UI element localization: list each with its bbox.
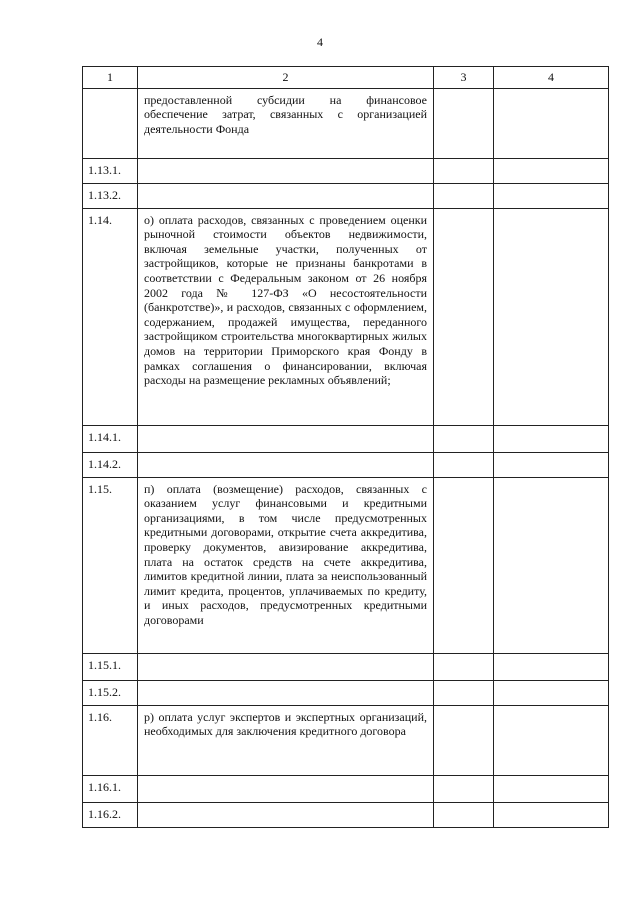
row-number: 1.14.1. xyxy=(83,425,138,452)
row-cell-4 xyxy=(494,477,609,653)
row-cell-3 xyxy=(434,705,494,775)
row-cell-4 xyxy=(494,802,609,827)
row-text xyxy=(138,183,434,208)
row-text: п) оплата (возмещение) расходов, связанных с оказанием услуг финансовыми и кредитными организациями, в том числе предусмотренных кредитными договорами, открытие счета аккредитива, проверку документов, авизирование аккредитива, плата на остаток средств на счете аккредитива, лимитов кредитной линии, плата за неиспользованный лимит кредита, процентов, уплачиваемых по кредиту, и иных расходов, предусмотренных кредитными договорами xyxy=(138,477,434,653)
row-number: 1.16.1. xyxy=(83,775,138,802)
row-number: 1.16.2. xyxy=(83,802,138,827)
table-row xyxy=(83,802,609,827)
table-row xyxy=(83,477,609,653)
row-cell-4 xyxy=(494,705,609,775)
row-number: 1.15. xyxy=(83,477,138,653)
row-cell-4 xyxy=(494,680,609,705)
row-number: 1.14.2. xyxy=(83,452,138,477)
page-number: 4 xyxy=(317,35,323,49)
row-text xyxy=(138,653,434,680)
row-cell-4 xyxy=(494,158,609,183)
row-cell-4 xyxy=(494,208,609,425)
table-row xyxy=(83,680,609,705)
table-row xyxy=(83,183,609,208)
row-text xyxy=(138,775,434,802)
row-text xyxy=(138,452,434,477)
row-cell-3 xyxy=(434,653,494,680)
row-cell-3 xyxy=(434,477,494,653)
row-cell-3 xyxy=(434,158,494,183)
row-number: 1.15.2. xyxy=(83,680,138,705)
row-number: 1.14. xyxy=(83,208,138,425)
column-header-1: 1 xyxy=(83,67,138,89)
table-row xyxy=(83,705,609,775)
row-cell-3 xyxy=(434,452,494,477)
row-text xyxy=(138,158,434,183)
table-row xyxy=(83,452,609,477)
row-number: 1.13.1. xyxy=(83,158,138,183)
table-row xyxy=(83,88,609,158)
row-text xyxy=(138,425,434,452)
row-cell-3 xyxy=(434,208,494,425)
row-cell-4 xyxy=(494,183,609,208)
row-cell-4 xyxy=(494,452,609,477)
row-text xyxy=(138,802,434,827)
table-row xyxy=(83,158,609,183)
table-row xyxy=(83,425,609,452)
row-text: р) оплата услуг экспертов и экспертных организаций, необходимых для заключения кредитного договора xyxy=(138,705,434,775)
row-cell-3 xyxy=(434,802,494,827)
table-row xyxy=(83,653,609,680)
budget-table xyxy=(82,66,609,828)
row-number: 1.13.2. xyxy=(83,183,138,208)
row-cell-3 xyxy=(434,775,494,802)
row-text xyxy=(138,680,434,705)
column-header-3: 3 xyxy=(434,67,494,89)
table-row xyxy=(83,775,609,802)
row-cell-3 xyxy=(434,425,494,452)
row-cell-3 xyxy=(434,88,494,158)
column-header-4: 4 xyxy=(494,67,609,89)
row-cell-3 xyxy=(434,680,494,705)
row-cell-4 xyxy=(494,653,609,680)
table-row xyxy=(83,208,609,425)
row-number: 1.16. xyxy=(83,705,138,775)
column-header-2: 2 xyxy=(138,67,434,89)
row-text: о) оплата расходов, связанных с проведением оценки рыночной стоимости объектов недвижимости, включая земельные участки, полученных от застройщиков, которые не признаны банкротами в соответствии с Федеральным законом от 26 ноября 2002 года № 127-ФЗ «О несостоятельности (банкротстве)», и расходов, связанных с оформлением, содержанием, продажей имущества, переданного застройщиком строительства многоквартирных жилых домов на территории Приморского края Фонду в рамках соглашения о финансировании, включая расходы на размещение рекламных объявлений; xyxy=(138,208,434,425)
row-cell-4 xyxy=(494,88,609,158)
row-text: предоставленной субсидии на финансовое обеспечение затрат, связанных с организацией деятельности Фонда xyxy=(138,88,434,158)
row-cell-4 xyxy=(494,775,609,802)
row-number xyxy=(83,88,138,158)
row-cell-4 xyxy=(494,425,609,452)
row-cell-3 xyxy=(434,183,494,208)
table-header-row xyxy=(83,67,609,89)
row-number: 1.15.1. xyxy=(83,653,138,680)
